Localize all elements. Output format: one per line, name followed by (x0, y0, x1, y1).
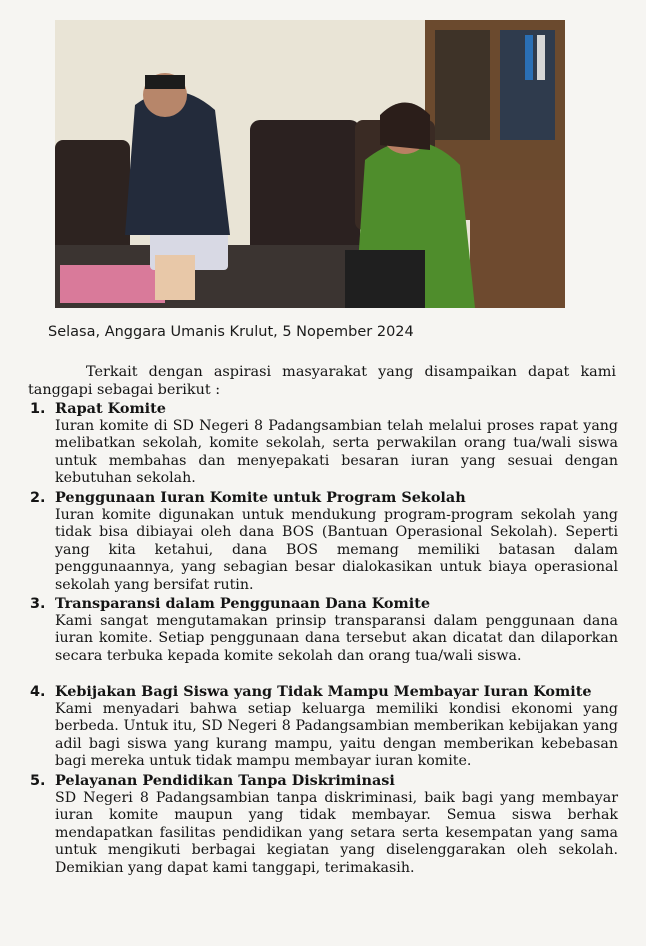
response-list (28, 400, 618, 877)
item-number: 5. (30, 773, 46, 789)
list-item (28, 595, 618, 683)
list-item (28, 683, 618, 772)
item-title: Transparansi dalam Penggunaan Dana Komite (55, 595, 430, 612)
item-title: Kebijakan Bagi Siswa yang Tidak Mampu Membayar Iuran Komite (55, 683, 592, 700)
intro-paragraph: Terkait dengan aspirasi masyarakat yang disampaikan dapat kami tanggapi sebagai berikut : (28, 364, 616, 398)
item-body: Kami menyadari bahwa setiap keluarga memiliki kondisi ekonomi yang berbeda. Untuk itu, SD Negeri 8 Padangsambian memberikan kebijakan yang adil bagi siswa yang kurang mampu, yaitu dengan memberikan kebebasan bagi mereka untuk tidak mampu membayar iuran komite. (55, 701, 618, 770)
item-title: Penggunaan Iuran Komite untuk Program Sekolah (55, 489, 466, 506)
item-title: Pelayanan Pendidikan Tanpa Diskriminasi (55, 772, 395, 789)
office-meeting-photo (55, 20, 565, 308)
list-item (28, 400, 618, 489)
item-number: 2. (30, 490, 46, 506)
item-body: Kami sangat mengutamakan prinsip transparansi dalam penggunaan dana iuran komite. Setiap penggunaan dana tersebut akan dicatat dan dilaporkan secara terbuka kepada komite sekolah dan orang tua/wali siswa. (55, 613, 618, 664)
list-item (28, 489, 618, 595)
item-number: 4. (30, 684, 46, 700)
item-body: Iuran komite di SD Negeri 8 Padangsambian telah melalui proses rapat yang melibatkan sekolah, komite sekolah, serta perwakilan orang tua/wali siswa untuk membahas dan menyepakati besaran iuran yang sesuai dengan kebutuhan sekolah. (55, 418, 618, 487)
item-number: 3. (30, 596, 46, 612)
photo-caption: Selasa, Anggara Umanis Krulut, 5 Nopember 2024 (48, 324, 414, 340)
meeting-photo (55, 20, 565, 308)
item-body: Iuran komite digunakan untuk mendukung program-program sekolah yang tidak bisa dibiayai oleh dana BOS (Bantuan Operasional Sekolah). Seperti yang kita ketahui, dana BOS memang memiliki batasan dalam penggunaannya, yang sebagian besar dialokasikan untuk biaya operasional sekolah yang bersifat rutin. (55, 507, 618, 593)
item-number: 1. (30, 401, 46, 417)
item-title: Rapat Komite (55, 400, 166, 417)
item-body: SD Negeri 8 Padangsambian tanpa diskriminasi, baik bagi yang membayar iuran komite maupun yang tidak membayar. Semua siswa berhak mendapatkan fasilitas pendidikan yang setara serta kesempatan yang sama untuk mengikuti berbagai kegiatan yang diselenggarakan oleh sekolah. Demikian yang dapat kami tanggapi, terimakasih. (55, 790, 618, 876)
list-item (28, 772, 618, 877)
